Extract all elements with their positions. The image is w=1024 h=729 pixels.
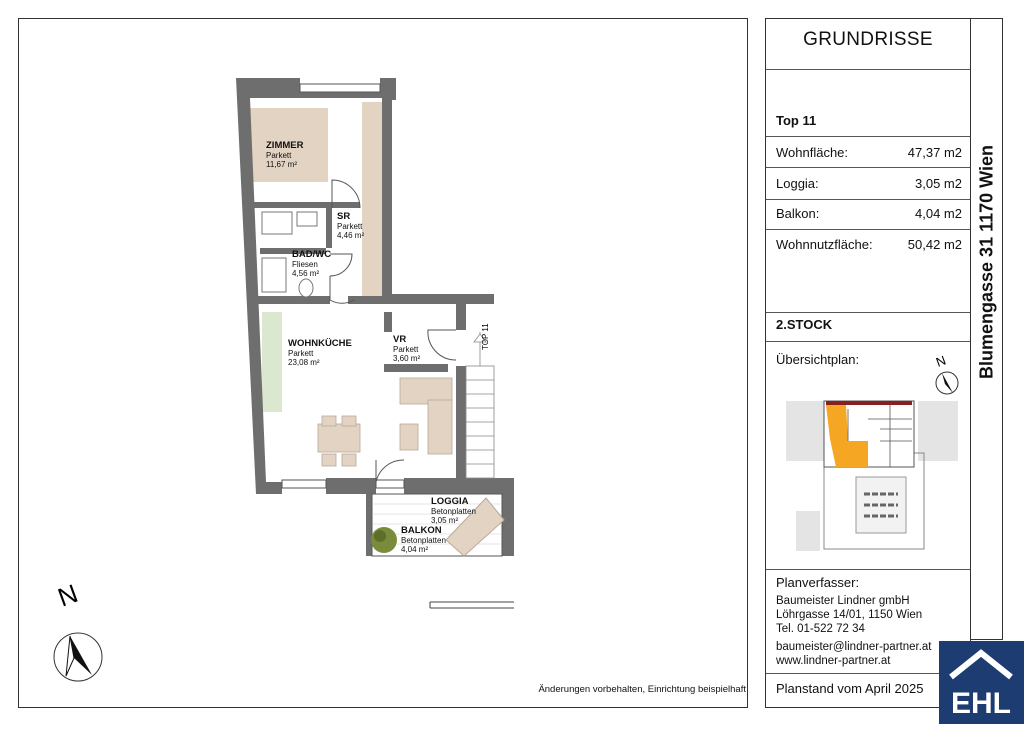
disclaimer: Änderungen vorbehalten, Einrichtung beispielhaft [538,684,746,695]
scale-bar [430,602,514,608]
room-name: WOHNKÜCHE [288,338,352,349]
area-row-value: 4,04 m2 [915,206,962,221]
overview-north-icon [936,372,958,394]
planner-line: Löhrgasse 14/01, 1150 Wien [776,609,923,621]
sink [297,212,317,226]
shower [262,258,286,292]
room-name: SR [337,211,351,222]
room-floor: Parkett [393,345,419,354]
room-floor: Betonplatten [431,507,476,516]
info-panel [765,18,971,708]
area-row-value: 50,42 m2 [907,237,962,252]
ehl-logo [939,641,1024,724]
room-floor: Betonplatten [401,536,446,545]
overview-north-label: N [933,352,948,370]
room-area: 3,60 m² [393,354,421,363]
area-row-label: Balkon: [776,206,820,221]
room-bad [292,249,331,278]
wardrobe [362,102,382,300]
planner-heading: Planverfasser: [776,575,860,590]
room-floor: Parkett [266,151,292,160]
room-floor: Fliesen [292,260,318,269]
north-arrow-icon [54,633,102,681]
logo-house-icon [939,641,1024,724]
area-row-value: 3,05 m2 [915,176,962,191]
overview-plan [780,349,965,559]
planner-line: Baumeister Lindner gmbH [776,595,910,607]
armchair [400,424,418,450]
floor-label: 2.STOCK [776,317,833,332]
room-zimmer [266,140,303,169]
area-row-label: Wohnfläche: [776,145,849,160]
dining-table [318,424,360,452]
room-wohnkueche [288,338,352,367]
logo-text: EHL [951,687,1011,720]
stair-label: TOP 11 [481,323,490,350]
sofa-chaise [428,400,452,454]
panel-title: GRUNDRISSE [803,29,933,50]
room-name: ZIMMER [266,140,304,151]
room-name: BALKON [401,525,442,536]
room-floor: Parkett [288,349,314,358]
area-row-label: Wohnnutzfläche: [776,237,873,252]
unit-label: Top 11 [776,113,817,128]
room-balkon [401,525,446,554]
room-area: 4,56 m² [292,269,320,278]
plan-date: Planstand vom April 2025 [776,681,924,696]
staircase [466,332,494,478]
room-name: LOGGIA [431,496,469,507]
room-name: VR [393,334,407,345]
washing-machine [262,212,292,234]
address-label: Blumengasse 31 1170 Wien [976,145,997,379]
area-row-value: 47,37 m2 [907,145,962,160]
room-area: 23,08 m² [288,358,320,367]
room-name: BAD/WC [292,249,332,260]
toilet [299,279,313,297]
room-vr [393,334,420,363]
room-area: 3,05 m² [431,516,459,525]
planner-line: Tel. 01-522 72 34 [776,623,865,635]
room-loggia [431,496,476,525]
room-area: 4,04 m² [401,545,429,554]
contact-website[interactable]: www.lindner-partner.at [776,655,891,667]
room-floor: Parkett [337,222,363,231]
area-row-label: Loggia: [776,176,819,191]
room-area: 4,46 m² [337,231,365,240]
room-sr [337,211,364,240]
overview-label: Übersichtplan: [776,352,860,367]
kitchen-counter [262,312,282,412]
contact-email[interactable]: baumeister@lindner-partner.at [776,641,932,653]
north-label: N [53,578,82,613]
room-area: 11,67 m² [266,160,297,169]
